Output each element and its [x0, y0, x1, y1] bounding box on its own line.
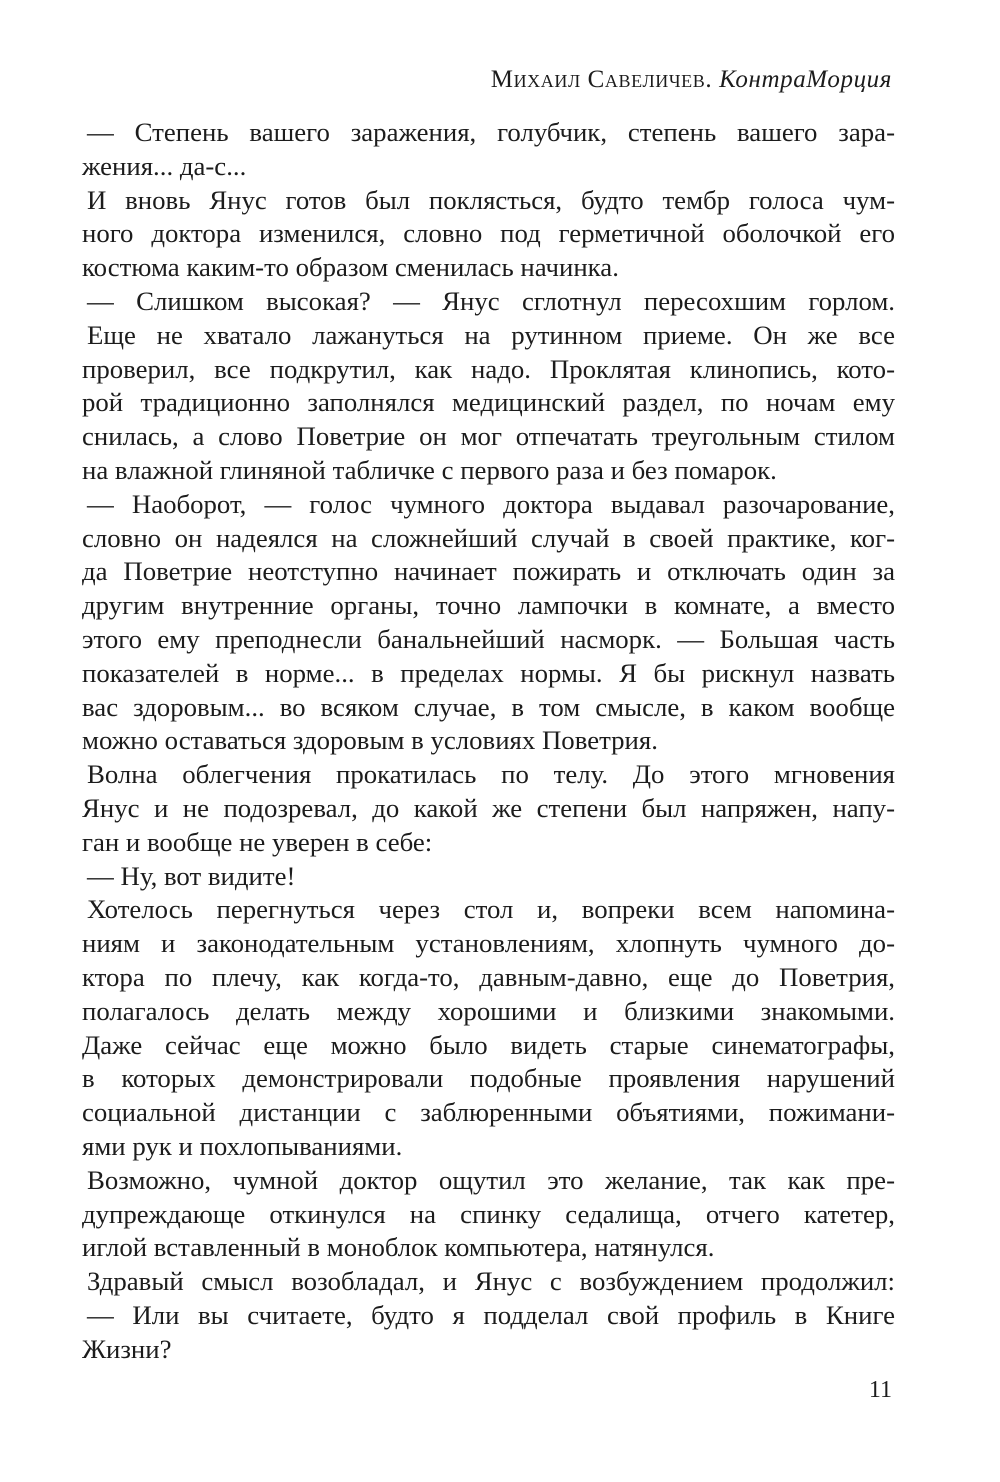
text-line: И вновь Янус готов был поклясться, будто тембр голоса чум-: [87, 184, 895, 215]
text-line: вас здоровым... во всяком случае, в том смысле, в каком вообще: [82, 691, 895, 722]
text-line: в которых демонстрировали подобные проявления нарушений: [82, 1063, 895, 1094]
text-line: ного доктора изменился, словно под герметичной оболочкой его: [82, 218, 895, 249]
text-line: жения... да-с...: [82, 150, 247, 181]
text-line: Здравый смысл возобладал, и Янус с возбуждением продолжил:: [87, 1266, 895, 1297]
text-line: полагалось делать между хорошими и близкими знакомыми.: [82, 995, 895, 1026]
text-line: — Ну, вот видите!: [87, 860, 296, 891]
text-line: рой традиционно заполнялся медицинский раздел, по ночам ему: [82, 387, 895, 418]
text-line: — Степень вашего заражения, голубчик, степень вашего зара-: [87, 117, 895, 147]
text-line: на влажной глиняной табличке с первого раза и без помарок.: [82, 454, 777, 485]
text-line: ями рук и похлопываниями.: [82, 1130, 403, 1161]
text-line: — Или вы считаете, будто я подделал свой профиль в Книге: [87, 1299, 895, 1330]
page-text: [82, 116, 895, 1366]
text-line: Янус и не подозревал, до какой же степени был напряжен, напу-: [82, 792, 895, 823]
text-line: Еще не хватало лажануться на рутинном приеме. Он же все: [87, 319, 895, 350]
text-line: костюма каким-то образом сменилась начинка.: [82, 252, 619, 283]
text-line: этого ему преподнесли банальнейший насморк. — Большая часть: [82, 623, 895, 654]
text-line: Даже сейчас еще можно было видеть старые синематографы,: [82, 1029, 895, 1060]
text-line: ган и вообще не уверен в себе:: [82, 826, 433, 857]
running-header: [491, 66, 892, 94]
text-line: социальной дистанции с заблюренными объятиями, пожимани-: [82, 1097, 895, 1128]
text-line: — Наоборот, — голос чумного доктора выдавал разочарование,: [87, 488, 895, 519]
text-line: иглой вставленный в моноблок компьютера, натянулся.: [82, 1232, 715, 1263]
text-line: проверил, все подкрутил, как надо. Проклятая клинопись, кото-: [82, 353, 895, 384]
text-line: снилась, а слово Поветрие он мог отпечатать треугольным стилом: [82, 421, 895, 452]
page-number: 11: [868, 1377, 892, 1403]
text-line: Волна облегчения прокатилась по телу. До этого мгновения: [87, 759, 895, 790]
text-line: ниям и законодательным установлениям, хлопнуть чумного до-: [82, 928, 895, 959]
text-line: можно оставаться здоровым в условиях Поветрия.: [82, 725, 658, 756]
text-line: — Слишком высокая? — Янус сглотнул пересохшим горлом.: [87, 285, 895, 316]
text-line: другим внутренние органы, точно лампочки в комнате, а вместо: [82, 590, 895, 621]
text-line: Хотелось перегнуться через стол и, вопреки всем напомина-: [87, 894, 895, 925]
header-author: Михаил Савеличев.: [490, 66, 713, 93]
text-line: Возможно, чумной доктор ощутил это желание, так как пре-: [87, 1164, 895, 1195]
text-line: да Поветрие неотступно начинает пожирать и отключать один за: [82, 556, 895, 587]
text-line: ктора по плечу, как когда-то, давным-давно, еще до Поветрия,: [82, 961, 895, 992]
text-line: Жизни?: [82, 1333, 172, 1364]
text-line: показателей в норме... в пределах нормы. Я бы рискнул назвать: [82, 657, 895, 688]
text-line: дупреждающе откинулся на спинку седалища, отчего катетер,: [82, 1198, 895, 1229]
header-book-title: КонтраМорция: [719, 66, 892, 93]
text-line: словно он надеялся на сложнейший случай в своей практике, ког-: [82, 522, 895, 553]
